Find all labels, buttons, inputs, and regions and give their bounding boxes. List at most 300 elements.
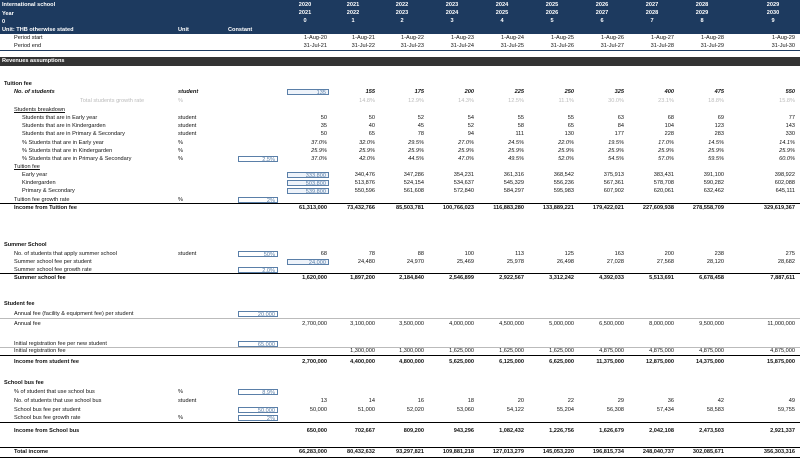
summer-apply-val-2: 88 (417, 251, 424, 257)
bus-income-val-6: 1,626,679 (599, 428, 624, 434)
breakdown-row-4-val-5: 25.9% (558, 147, 574, 154)
studentfee-income-label: Income from student fee (14, 359, 79, 365)
fee-row-2-val-3: 572,840 (453, 188, 474, 195)
tuition-income-val-2: 85,503,781 (396, 205, 424, 211)
period-end-1: 31-Jul-22 (351, 43, 375, 49)
total-income-val-7: 248,040,737 (642, 449, 674, 455)
breakdown-row-1-val-0: 35 (320, 123, 327, 130)
fee-row-1-val-1: 513,876 (354, 180, 375, 187)
summer-title (0, 241, 800, 249)
breakdown-row-0-val-9: 77 (788, 115, 795, 121)
header-row-years2 (0, 9, 800, 17)
period-end-6: 31-Jul-27 (600, 43, 624, 49)
fee-row-1-val-7: 578,708 (653, 180, 674, 187)
breakdown-row-5-val-6: 54.5% (608, 156, 624, 162)
bus-income-val-2: 809,200 (403, 428, 424, 434)
tuition-students-val-2: 175 (414, 89, 424, 95)
studentfee-income-val-3: 5,625,000 (449, 359, 474, 365)
tuition-students (0, 88, 800, 96)
period-end-2: 31-Jul-23 (400, 43, 424, 49)
summer-apply-constant-input[interactable]: 50% (238, 251, 278, 257)
header-years2-1: 2022 (346, 10, 360, 16)
bus-fee-val-4: 54,122 (506, 407, 524, 413)
annual-fee (0, 320, 800, 328)
breakdown-row-5-val-7: 57.0% (658, 156, 674, 162)
section-title: Revenues assumptions (2, 58, 65, 64)
fee-row-0-val-2: 347,286 (403, 172, 424, 178)
init-fee-val-9: 4,875,000 (770, 348, 795, 354)
bus-income-label: Income from School bus (14, 428, 80, 434)
annual-fee-val-4: 4,500,000 (499, 321, 524, 327)
period-start-4: 1-Aug-24 (500, 35, 524, 41)
fee-row-0 (0, 171, 800, 179)
total-income-val-0: 66,283,000 (299, 449, 327, 455)
init-fee-val-8: 4,875,000 (699, 348, 724, 354)
studentfee-income-val-4: 6,125,000 (499, 359, 524, 365)
summer-fee-input-0[interactable]: 24,000 (287, 259, 329, 265)
breakdown-row-0-val-5: 55 (567, 115, 574, 121)
fee-row-2-val-7: 620,061 (653, 188, 674, 195)
summer-fee-val-9: 28,682 (777, 259, 795, 265)
breakdown-row-3-val-4: 24.5% (508, 139, 524, 146)
breakdown-title (0, 106, 800, 114)
fee-row-1-val-5: 556,236 (553, 180, 574, 187)
bus-no-val-5: 22 (567, 398, 574, 404)
header-idx-7: 7 (650, 18, 654, 24)
fee-row-2 (0, 187, 800, 195)
fee-title-label: Tuition fee (14, 164, 40, 170)
breakdown-row-2-val-3: 94 (467, 131, 474, 138)
bus-income-val-0: 650,000 (306, 428, 327, 434)
breakdown-row-0-val-4: 55 (517, 115, 524, 121)
tuition-income-val-0: 61,313,000 (299, 205, 327, 211)
breakdown-row-1-val-3: 52 (467, 123, 474, 130)
breakdown-row-2-val-2: 78 (417, 131, 424, 138)
bus-fee-val-7: 57,434 (656, 407, 674, 413)
breakdown-row-0-unit: student (178, 115, 197, 121)
header-years-9: 2029 (766, 2, 780, 8)
annual-fee-val-6: 6,500,000 (599, 321, 624, 327)
breakdown-row-2-label: Students that are in Primary & Secondary (22, 131, 125, 138)
bus-income-val-8: 2,473,503 (699, 428, 724, 434)
header-years2-8: 2029 (695, 10, 709, 16)
bus-pct-label: % of student that use school bus (14, 389, 95, 395)
fee-row-2-val-5: 595,983 (553, 188, 574, 195)
breakdown-row-4-val-2: 25.9% (408, 147, 424, 154)
fee-row-0-val-7: 383,431 (653, 172, 674, 178)
annual-fee-label: Annual fee (14, 321, 41, 327)
tuition-income-val-9: 329,619,367 (763, 205, 795, 211)
summer-income-val-3: 2,546,899 (449, 275, 474, 281)
bus-no-val-7: 36 (667, 398, 674, 404)
header-years-1: 2021 (346, 2, 360, 8)
breakdown-row-2 (0, 130, 800, 138)
breakdown-row-0-val-6: 63 (617, 115, 624, 121)
tuition-growth-val-3: 14.3% (458, 98, 474, 104)
tuition-income-val-6: 179,422,021 (592, 205, 624, 211)
header-years-2: 2022 (395, 2, 409, 8)
bus-growth-unit: % (178, 415, 183, 421)
breakdown-row-4-val-1: 25.9% (359, 147, 375, 154)
init-per-student-constant-input[interactable]: 65,000 (238, 341, 278, 347)
header-years-8: 2028 (695, 2, 709, 8)
sheet-header (0, 0, 800, 51)
breakdown-row-0-val-0: 50 (320, 115, 327, 121)
divider (0, 457, 800, 458)
tuition-students-val-7: 400 (664, 89, 674, 95)
total-income-val-1: 80,432,632 (347, 449, 375, 455)
tuition-income-val-8: 278,558,709 (692, 205, 724, 211)
header-years-4: 2024 (495, 2, 509, 8)
summer-fee-val-6: 27,028 (606, 259, 624, 265)
fee-row-0-val-4: 361,316 (503, 172, 524, 178)
total-income-val-8: 302,085,671 (692, 449, 724, 455)
breakdown-row-3-unit: % (178, 139, 183, 146)
bus-fee (0, 406, 800, 414)
tuition-growth-val-6: 30.0% (608, 98, 624, 104)
fee-row-1-val-2: 524,154 (403, 180, 424, 187)
bus-growth (0, 414, 800, 422)
period-start-6: 1-Aug-26 (600, 35, 624, 41)
period-end-0: 31-Jul-21 (303, 43, 327, 49)
studentfee-income-val-2: 4,800,000 (399, 359, 424, 365)
breakdown-row-0-label: Students that are in Early year (22, 115, 98, 121)
summer-apply-val-7: 200 (664, 251, 674, 257)
bus-no-unit: student (178, 398, 197, 404)
init-fee-val-1: 1,300,000 (350, 348, 375, 354)
bus-fee-val-8: 58,583 (706, 407, 724, 413)
header-row-ends (0, 42, 800, 50)
annual-fee-val-7: 8,000,000 (649, 321, 674, 327)
bus-no-val-0: 13 (320, 398, 327, 404)
header-years-6: 2026 (595, 2, 609, 8)
breakdown-row-5-val-8: 59.5% (708, 156, 724, 162)
summer-income-val-1: 1,897,200 (350, 275, 375, 281)
summer-income-val-0: 1,620,000 (302, 275, 327, 281)
init-fee-val-4: 1,625,000 (499, 348, 524, 354)
breakdown-row-4-unit: % (178, 147, 183, 154)
header-years-3: 2023 (445, 2, 459, 8)
fee-row-1-val-9: 602,088 (774, 180, 795, 187)
summer-apply-val-6: 163 (614, 251, 624, 257)
breakdown-row-5-val-5: 52.0% (558, 156, 574, 162)
tuition-income-val-4: 116,883,280 (493, 205, 524, 211)
summer-fee-val-1: 24,480 (357, 259, 375, 265)
annual-per-student (0, 310, 800, 318)
summer-growth-label: Summer school fee growth rate (14, 267, 92, 273)
tuition-students-val-6: 325 (614, 89, 624, 95)
tuition-income-val-7: 227,609,938 (642, 205, 674, 211)
summer-title-label: Summer School (4, 242, 47, 248)
header-row-starts (0, 34, 800, 42)
header-years-5: 2025 (545, 2, 559, 8)
breakdown-row-3-val-9: 14.1% (779, 139, 795, 146)
fee-row-2-val-8: 632,462 (703, 188, 724, 195)
breakdown-row-4-val-6: 25.9% (608, 147, 624, 154)
annual-fee-val-5: 5,000,000 (549, 321, 574, 327)
header-row-idx (0, 17, 800, 25)
breakdown-row-2-val-4: 111 (515, 131, 524, 138)
header-idx-1: 1 (351, 18, 355, 24)
tuition-students-input-0[interactable]: 135 (287, 89, 329, 95)
header-years-7: 2027 (645, 2, 659, 8)
breakdown-row-5-val-2: 44.5% (408, 156, 424, 162)
fee-row-0-val-3: 354,231 (453, 172, 474, 178)
summer-fee-val-2: 24,970 (406, 259, 424, 265)
init-fee-val-6: 4,875,000 (599, 348, 624, 354)
tuition-growth-val-2: 12.9% (408, 98, 424, 104)
header-years2-9: 2030 (766, 10, 780, 16)
header-years2-4: 2025 (495, 10, 509, 16)
studentfee-title-label: Student fee (4, 301, 35, 307)
breakdown-row-1-label: Students that are in Kindergarden (22, 123, 106, 130)
fee-row-1-label: Kindergarden (22, 180, 56, 187)
breakdown-row-2-val-7: 228 (664, 131, 674, 138)
header-idx-5: 5 (550, 18, 554, 24)
summer-fee-val-3: 25,469 (456, 259, 474, 265)
index-label: 0 (2, 19, 6, 25)
tuition-income-val-3: 100,766,023 (442, 205, 474, 211)
fee-row-2-label: Primary & Secondary (22, 188, 75, 195)
bus-fee-label: School bus fee per student (14, 407, 81, 413)
breakdown-row-1-val-5: 65 (567, 123, 574, 130)
init-fee-val-5: 1,625,000 (549, 348, 574, 354)
breakdown-row-3 (0, 139, 800, 147)
period-end-5: 31-Jul-26 (550, 43, 574, 49)
breakdown-row-4-val-0: 25.9% (311, 147, 327, 154)
header-years2-7: 2028 (645, 10, 659, 16)
fee-growth-constant-input[interactable]: 2% (238, 197, 278, 203)
studentfee-title (0, 300, 800, 308)
summer-income-val-2: 2,184,840 (399, 275, 424, 281)
period-start-3: 1-Aug-23 (450, 35, 474, 41)
breakdown-row-0-val-3: 54 (467, 115, 474, 121)
studentfee-income-val-8: 14,375,000 (696, 359, 724, 365)
breakdown-row-4-val-3: 25.9% (458, 147, 474, 154)
bus-title (0, 379, 800, 387)
tuition-income-val-1: 73,432,766 (347, 205, 375, 211)
breakdown-row-3-label: % Students that are in Early year (22, 139, 104, 146)
fee-row-2-input-0[interactable]: 539,800 (287, 188, 329, 194)
breakdown-row-5-val-4: 49.5% (508, 156, 524, 162)
bus-fee-val-2: 52,020 (406, 407, 424, 413)
breakdown-row-3-val-0: 37.0% (311, 139, 327, 146)
bus-income-val-5: 1,226,756 (549, 428, 574, 434)
period-start-1: 1-Aug-21 (351, 35, 375, 41)
header-idx-4: 4 (500, 18, 504, 24)
bus-no-label: No. of students that use school bus (14, 398, 102, 404)
breakdown-row-4-label: % Students that are in Kindergarden (22, 147, 113, 154)
header-idx-6: 6 (600, 18, 604, 24)
summer-income-val-8: 6,678,458 (699, 275, 724, 281)
fee-row-0-val-8: 391,100 (703, 172, 724, 178)
annual-fee-val-8: 9,500,000 (699, 321, 724, 327)
breakdown-row-5-label: % Students that are in Primary & Secondary (22, 156, 132, 162)
summer-income-val-9: 7,887,611 (770, 275, 795, 281)
tuition-students-val-9: 550 (785, 89, 795, 95)
period-start-9: 1-Aug-29 (771, 35, 795, 41)
tuition-growth-val-5: 11.1% (558, 98, 574, 104)
breakdown-row-3-val-1: 32.0% (359, 139, 375, 146)
breakdown-row-1-val-6: 84 (617, 123, 624, 130)
header-idx-9: 9 (771, 18, 775, 24)
total-income-val-6: 196,815,734 (592, 449, 624, 455)
fee-row-2-val-9: 645,111 (775, 188, 795, 195)
breakdown-row-1-val-8: 123 (714, 123, 724, 130)
bus-fee-constant-input[interactable]: 50,000 (238, 407, 278, 413)
breakdown-row-2-val-0: 50 (320, 131, 327, 138)
breakdown-row-2-val-6: 177 (614, 131, 624, 138)
summer-income (0, 274, 800, 282)
breakdown-row-1 (0, 122, 800, 130)
breakdown-row-3-val-3: 27.0% (458, 139, 474, 146)
bus-no-val-8: 42 (717, 398, 724, 404)
unit-note: Unit: THB otherwise stated (2, 27, 74, 33)
fee-row-0-val-1: 340,476 (354, 172, 375, 178)
summer-apply-unit: student (178, 251, 197, 257)
breakdown-row-2-val-9: 330 (785, 131, 795, 138)
period-start-5: 1-Aug-25 (550, 35, 574, 41)
bus-no-val-2: 16 (417, 398, 424, 404)
period-end-7: 31-Jul-28 (650, 43, 674, 49)
summer-income-label: Summer school fee (14, 275, 66, 281)
summer-income-val-5: 3,312,242 (549, 275, 574, 281)
period-end-9: 31-Jul-30 (771, 43, 795, 49)
summer-apply-val-5: 125 (564, 251, 574, 257)
studentfee-income-val-9: 15,875,000 (767, 359, 795, 365)
breakdown-row-4-val-8: 25.9% (708, 147, 724, 154)
header-years-0: 2020 (298, 2, 312, 8)
bus-income-val-7: 2,042,108 (649, 428, 674, 434)
breakdown-row-3-val-7: 17.0% (658, 139, 674, 146)
bus-no-val-1: 14 (368, 398, 375, 404)
fee-row-2-val-2: 561,608 (403, 188, 424, 195)
header-idx-8: 8 (700, 18, 704, 24)
total-income-val-4: 127,013,279 (492, 449, 524, 455)
tuition-income (0, 204, 800, 212)
fee-row-1-val-8: 590,282 (703, 180, 724, 187)
breakdown-row-5-val-1: 42.0% (359, 156, 375, 162)
fee-row-1-val-6: 567,361 (603, 180, 624, 187)
tuition-students-label: No. of students (14, 89, 55, 95)
fee-row-0-input-0[interactable]: 333,800 (287, 172, 329, 178)
period-end-8: 31-Jul-29 (700, 43, 724, 49)
bus-no-val-6: 29 (617, 398, 624, 404)
fee-row-2-val-4: 584,297 (503, 188, 524, 195)
fee-row-1 (0, 179, 800, 187)
bus-income-val-4: 1,082,432 (499, 428, 524, 434)
period-start-8: 1-Aug-28 (700, 35, 724, 41)
summer-fee-val-7: 27,568 (656, 259, 674, 265)
breakdown-row-4-val-7: 25.9% (658, 147, 674, 154)
bus-no-val-3: 18 (467, 398, 474, 404)
summer-apply-val-4: 113 (515, 251, 524, 257)
summer-income-val-6: 4,392,033 (599, 275, 624, 281)
tuition-growth-label: Total students growth rate (80, 98, 145, 104)
bus-income-val-9: 2,921,337 (770, 428, 795, 434)
fee-row-1-input-0[interactable]: 503,800 (287, 180, 329, 186)
bus-income-val-3: 943,296 (453, 428, 474, 434)
summer-fee-val-5: 26,498 (556, 259, 574, 265)
breakdown-row-1-unit: student (178, 123, 197, 130)
summer-apply-val-0: 68 (320, 251, 327, 257)
bus-pct-constant-input[interactable]: 8.9% (238, 389, 278, 395)
breakdown-row-5-val-3: 47.0% (458, 156, 474, 162)
summer-growth-constant-input[interactable]: 2.0% (238, 267, 278, 273)
breakdown-row-3-val-2: 29.5% (408, 139, 424, 146)
tuition-students-val-4: 225 (514, 89, 524, 95)
tuition-income-label: Income from Tuition fee (14, 205, 77, 211)
fee-growth-unit: % (178, 197, 183, 203)
breakdown-row-0-val-2: 52 (417, 115, 424, 121)
breakdown-row-4-val-4: 25.9% (508, 147, 524, 154)
header-years2-6: 2027 (595, 10, 609, 16)
period-start-label: Period start (14, 35, 43, 41)
breakdown-row-1-val-9: 143 (785, 123, 795, 130)
bus-income-val-1: 702,667 (354, 428, 375, 434)
bus-fee-val-1: 51,000 (357, 407, 375, 413)
annual-fee-val-1: 3,100,000 (350, 321, 375, 327)
fee-row-2-val-6: 607,902 (603, 188, 624, 195)
annual-fee-val-9: 11,000,000 (767, 321, 795, 327)
breakdown-row-4-val-9: 25.9% (779, 147, 795, 154)
breakdown-row-1-val-2: 45 (417, 123, 424, 130)
bus-growth-label: School bus fee growth rate (14, 415, 81, 421)
tuition-students-val-3: 200 (464, 89, 474, 95)
header-years2-3: 2024 (445, 10, 459, 16)
bus-growth-constant-input[interactable]: 2% (238, 415, 278, 421)
bus-pct-unit: % (178, 389, 183, 395)
annual-per-student-constant-input[interactable]: 20,000 (238, 311, 278, 317)
annual-per-student-label: Annual fee (facility & equipment fee) per student (14, 311, 134, 317)
init-fee (0, 347, 800, 355)
fee-title (0, 163, 800, 171)
breakdown-title-label: Students breakdown (14, 107, 65, 113)
summer-fee-val-4: 25,978 (506, 259, 524, 265)
tuition-students-val-5: 250 (564, 89, 574, 95)
total-income-val-9: 356,303,316 (763, 449, 795, 455)
bus-fee-val-0: 50,000 (309, 407, 327, 413)
studentfee-income-val-6: 11,375,000 (596, 359, 624, 365)
breakdown-row-1-val-7: 104 (664, 123, 674, 130)
init-per-student-label: Initial registration fee per new student (14, 341, 107, 347)
summer-apply-val-3: 100 (464, 251, 474, 257)
summer-income-val-4: 2,922,567 (499, 275, 524, 281)
tuition-growth-val-7: 23.1% (658, 98, 674, 104)
fee-row-0-val-5: 368,542 (553, 172, 574, 178)
summer-fee-val-8: 28,120 (706, 259, 724, 265)
divider (0, 422, 800, 423)
header-idx-0: 0 (303, 18, 307, 24)
studentfee-income-val-7: 12,875,000 (646, 359, 674, 365)
breakdown-row-5-val-0: 37.0% (311, 156, 327, 162)
tuition-title-label: Tuition fee (4, 81, 32, 87)
period-start-7: 1-Aug-27 (650, 35, 674, 41)
period-end-4: 31-Jul-25 (500, 43, 524, 49)
bus-no-val-4: 20 (517, 398, 524, 404)
header-row-years (0, 1, 800, 9)
summer-apply-val-8: 238 (714, 251, 724, 257)
fee-row-1-val-3: 534,637 (453, 180, 474, 187)
tuition-income-val-5: 133,889,221 (542, 205, 574, 211)
sheet-title: International school (2, 2, 56, 8)
total-income (0, 448, 800, 456)
fee-growth-label: Tuition fee growth rate (14, 197, 70, 203)
header-idx-3: 3 (450, 18, 454, 24)
breakdown-row-5-constant-input[interactable]: 2.5% (238, 156, 278, 162)
init-fee-val-3: 1,625,000 (449, 348, 474, 354)
period-start-2: 1-Aug-22 (400, 35, 424, 41)
